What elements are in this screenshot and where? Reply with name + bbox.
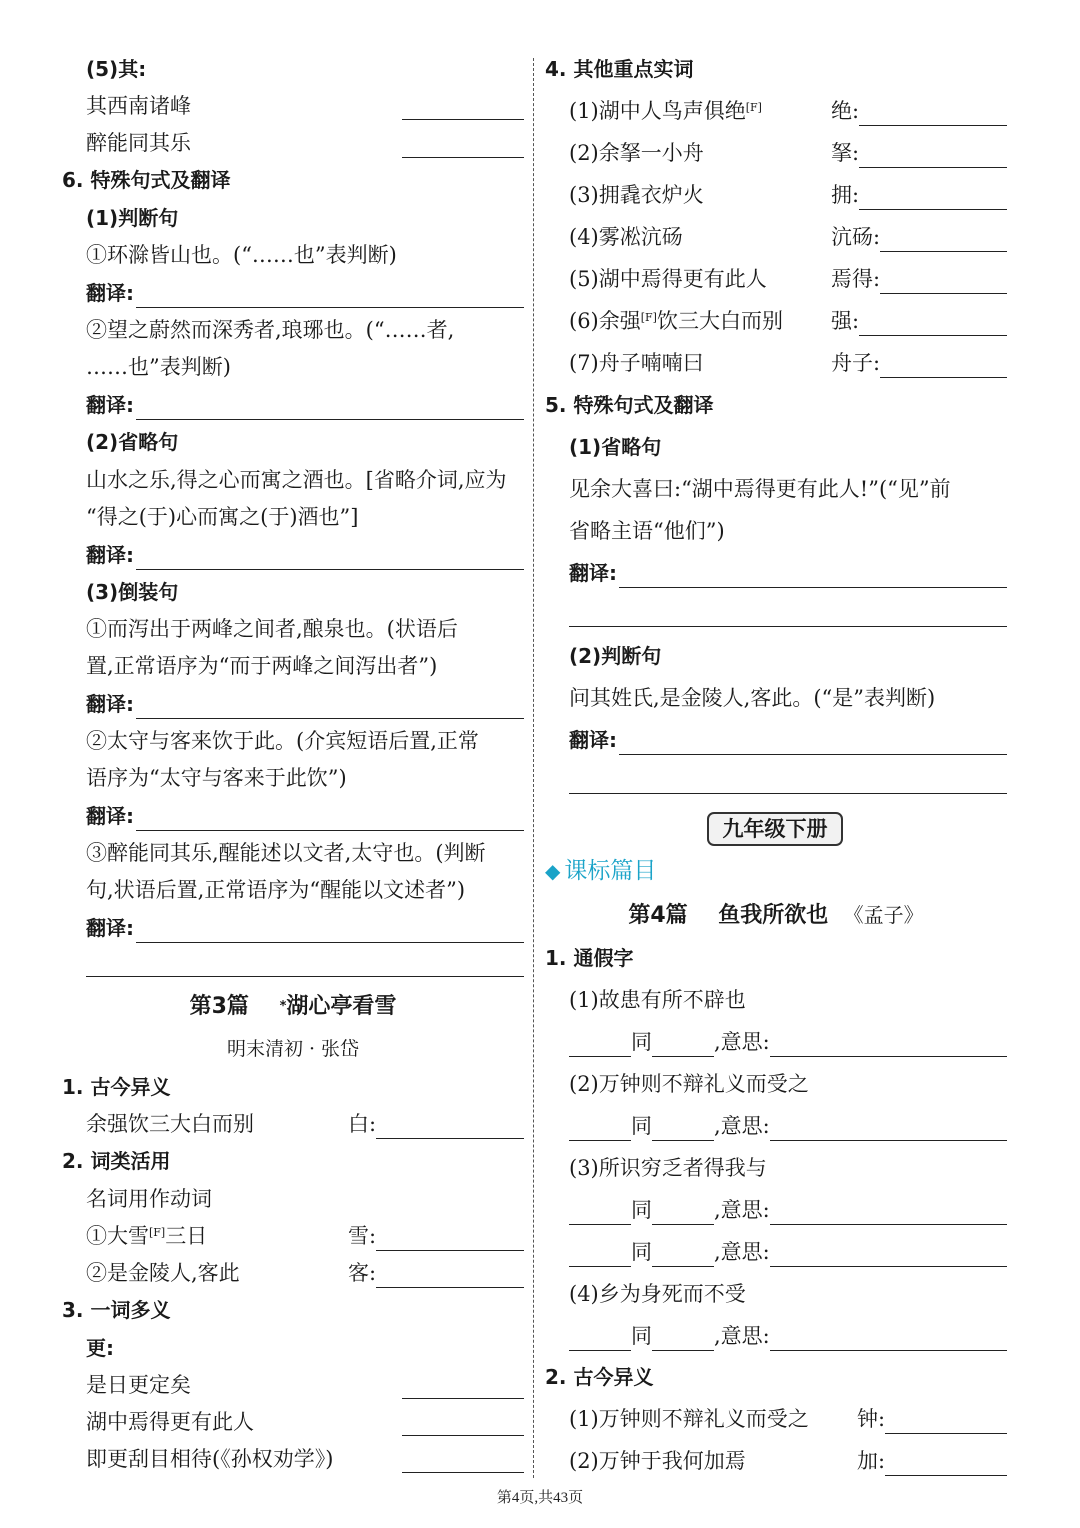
answer-blank[interactable]	[376, 1230, 524, 1251]
subheading-omission: (2)省略句	[86, 430, 179, 454]
answer-blank[interactable]	[770, 1036, 1007, 1057]
sentence-text: ③醉能同其乐,醒能述以文者,太守也。(判断	[86, 841, 486, 865]
sentence-text: 句,状语后置,正常语序为“醒能以文述者”)	[86, 878, 466, 902]
answer-blank[interactable]	[770, 1246, 1007, 1267]
sentence-text: 语序为“太守与客来于此饮”)	[86, 766, 347, 790]
example-text: 即更刮目相待(《孙权劝学》)	[86, 1447, 334, 1471]
answer-blank[interactable]	[770, 1120, 1007, 1141]
section-6-heading: 6. 特殊句式及翻译	[62, 168, 231, 192]
translation-line[interactable]: 翻译:	[62, 689, 524, 719]
vocab-row: ①大雪[F]三日 雪:	[62, 1221, 524, 1251]
lesson-4-title: 第4篇 鱼我所欲也 《孟子》	[628, 903, 924, 928]
lesson-3-author: 明末清初 · 张岱	[226, 1038, 360, 1060]
vocab-row: (7)舟子喃喃曰 舟子:	[545, 348, 1007, 378]
answer-blank[interactable]	[86, 976, 524, 977]
answer-blank[interactable]	[569, 793, 1007, 794]
sentence-text: ②望之蔚然而深秀者,琅琊也。(“……者,	[86, 318, 455, 342]
vocab-row: (6)余强[F]饮三大白而别 强:	[545, 306, 1007, 336]
translation-line[interactable]: 翻译:	[62, 913, 524, 943]
subheading-inversion: (3)倒装句	[86, 580, 179, 604]
sentence-text: “得之(于)心而寓之(于)酒也”]	[86, 505, 359, 529]
vocab-row: (5)湖中焉得更有此人 焉得:	[545, 264, 1007, 294]
answer-blank[interactable]	[402, 157, 524, 158]
answer-blank[interactable]	[770, 1204, 1007, 1225]
vocab-row: (1)湖中人鸟声俱绝[F] 绝:	[545, 96, 1007, 126]
section-2-heading: 2. 词类活用	[62, 1149, 171, 1173]
sentence-text: 山水之乐,得之心而寓之酒也。[省略介词,应为	[86, 468, 507, 492]
example-text: 湖中焉得更有此人	[86, 1410, 254, 1434]
answer-blank[interactable]	[859, 315, 1007, 336]
answer-blank[interactable]	[376, 1118, 524, 1139]
answer-blank[interactable]	[569, 1120, 631, 1141]
answer-blank[interactable]	[885, 1455, 1007, 1476]
answer-blank[interactable]	[770, 1330, 1007, 1351]
answer-blank[interactable]	[402, 1472, 524, 1473]
answer-blank[interactable]	[880, 273, 1007, 294]
answer-blank[interactable]	[859, 147, 1007, 168]
translation-line[interactable]: 翻译:	[62, 540, 524, 570]
page-number: 第4页,共43页	[496, 1490, 584, 1506]
answer-blank[interactable]	[569, 1246, 631, 1267]
sentence-text: ②太守与客来饮于此。(介宾短语后置,正常	[86, 729, 479, 753]
answer-blank[interactable]	[402, 119, 524, 120]
example-text: (1)故患有所不辟也	[569, 988, 746, 1012]
example-text: (2)万钟则不辩礼义而受之	[569, 1072, 809, 1096]
tongjia-row: 同 ,意思:	[545, 1321, 1007, 1351]
answer-blank[interactable]	[880, 231, 1007, 252]
answer-blank[interactable]	[652, 1120, 714, 1141]
subheading-judgment: (1)判断句	[86, 206, 179, 230]
answer-blank[interactable]	[569, 1330, 631, 1351]
qi-example-2: 醉能同其乐	[86, 131, 191, 155]
answer-blank[interactable]	[859, 105, 1007, 126]
column-divider	[533, 58, 534, 1478]
sentence-text: ①而泻出于两峰之间者,酿泉也。(状语后	[86, 617, 458, 641]
translation-line[interactable]: 翻译:	[62, 278, 524, 308]
subheading: 名词用作动词	[86, 1187, 212, 1211]
answer-blank[interactable]	[880, 357, 1007, 378]
sentence-text: ……也”表判断)	[86, 355, 231, 379]
lesson-3-title: 第3篇 *湖心亭看雪	[189, 994, 397, 1019]
section-2-heading: 2. 古今异义	[545, 1365, 654, 1389]
sentence-text: 省略主语“他们”)	[569, 519, 725, 543]
sentence-text: 问其姓氏,是金陵人,客此。(“是”表判断)	[569, 686, 936, 710]
vocab-row: (1)万钟则不辩礼义而受之 钟:	[545, 1404, 1007, 1434]
answer-blank[interactable]	[402, 1435, 524, 1436]
section-3-heading: 3. 一词多义	[62, 1298, 171, 1322]
answer-blank[interactable]	[569, 1036, 631, 1057]
section-1-heading: 1. 通假字	[545, 946, 634, 970]
subheading-omission: (1)省略句	[569, 435, 662, 459]
section-4-heading: 4. 其他重点实词	[545, 57, 694, 81]
sentence-text: ①环滁皆山也。(“……也”表判断)	[86, 243, 397, 267]
qi-example-1: 其西南诸峰	[86, 94, 191, 118]
section-5-heading: 5. 特殊句式及翻译	[545, 393, 714, 417]
word-geng: 更:	[86, 1336, 114, 1360]
vocab-row: ②是金陵人,客此 客:	[62, 1258, 524, 1288]
subheading-judgment: (2)判断句	[569, 644, 662, 668]
grade-label: 九年级下册	[707, 812, 843, 846]
answer-blank[interactable]	[402, 1398, 524, 1399]
example-text: (4)乡为身死而不受	[569, 1282, 746, 1306]
sentence-text: 见余大喜曰:“湖中焉得更有此人!”(“见”前	[569, 477, 951, 501]
answer-blank[interactable]	[885, 1413, 1007, 1434]
translation-line[interactable]: 翻译:	[62, 801, 524, 831]
answer-blank[interactable]	[652, 1330, 714, 1351]
tongjia-row: 同 ,意思:	[545, 1111, 1007, 1141]
translation-line[interactable]: 翻译:	[545, 558, 1007, 588]
answer-blank[interactable]	[569, 626, 1007, 627]
answer-blank[interactable]	[859, 189, 1007, 210]
answer-blank[interactable]	[569, 1204, 631, 1225]
tongjia-row: 同 ,意思:	[545, 1027, 1007, 1057]
curriculum-heading: ◆ 课标篇目	[545, 858, 657, 884]
section-1-heading: 1. 古今异义	[62, 1075, 171, 1099]
vocab-row: (3)拥毳衣炉火 拥:	[545, 180, 1007, 210]
tongjia-row: 同 ,意思:	[545, 1237, 1007, 1267]
example-text: 是日更定矣	[86, 1373, 191, 1397]
answer-blank[interactable]	[376, 1267, 524, 1288]
translation-line[interactable]: 翻译:	[62, 390, 524, 420]
vocab-row: (2)万钟于我何加焉 加:	[545, 1446, 1007, 1476]
heading-qi: (5)其:	[86, 57, 147, 81]
answer-blank[interactable]	[652, 1036, 714, 1057]
sentence-text: 置,正常语序为“而于两峰之间泻出者”)	[86, 654, 438, 678]
diamond-icon: ◆	[545, 859, 561, 883]
vocab-row: (2)余拏一小舟 拏:	[545, 138, 1007, 168]
tongjia-row: 同 ,意思:	[545, 1195, 1007, 1225]
answer-blank[interactable]	[652, 1204, 714, 1225]
translation-line[interactable]: 翻译:	[545, 725, 1007, 755]
example-text: (3)所识穷乏者得我与	[569, 1156, 767, 1180]
answer-blank[interactable]	[652, 1246, 714, 1267]
vocab-row: 余强饮三大白而别 白:	[62, 1109, 524, 1139]
vocab-row: (4)雾凇沆砀 沆砀:	[545, 222, 1007, 252]
